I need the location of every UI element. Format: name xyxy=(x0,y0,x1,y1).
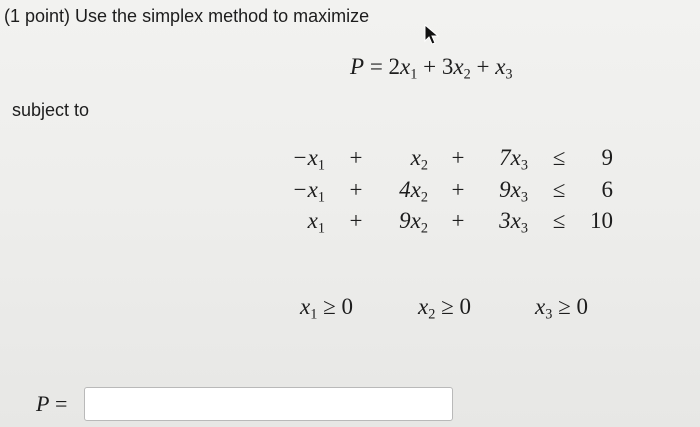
objective-variable-p: P xyxy=(350,54,365,79)
constraint-3-relation: ≤ xyxy=(552,208,566,233)
objective-plus-1: + xyxy=(423,54,437,79)
constraint-1-term-3: $7x_3$ xyxy=(499,145,528,174)
nonneg-constraint-3: $x_3 \ge 0$ xyxy=(535,294,588,323)
constraint-2-term-3: $9x_3$ xyxy=(499,177,528,206)
constraint-1-operator-2: + xyxy=(451,145,465,170)
constraint-1-relation: ≤ xyxy=(552,145,566,170)
constraint-2-operator-1: + xyxy=(349,177,363,202)
objective-coefficient-1: 2 xyxy=(388,54,401,79)
constraint-1-term-1: $-x_1$ xyxy=(292,145,325,174)
constraint-3-rhs: 10 xyxy=(590,208,613,233)
constraint-3-operator-1: + xyxy=(349,208,363,233)
objective-plus-2: + xyxy=(476,54,490,79)
subject-to-label: subject to xyxy=(12,100,90,120)
constraint-2-relation: ≤ xyxy=(552,177,566,202)
objective-function: $P = 2x_1 + 3x_2 + x_3$ xyxy=(350,54,513,83)
nonneg-constraint-2: $x_2 \ge 0$ xyxy=(418,294,471,323)
constraint-3-operator-2: + xyxy=(451,208,465,233)
constraint-2-rhs: 6 xyxy=(601,177,613,202)
constraint-1-term-2: $x_2$ xyxy=(410,145,428,174)
objective-equals: = xyxy=(369,54,383,79)
question-prompt: (1 point) Use the simplex method to maximize xyxy=(4,6,370,26)
constraint-2-term-2: $4x_2$ xyxy=(399,177,428,206)
answer-label: P = xyxy=(36,391,68,416)
answer-input[interactable] xyxy=(84,387,453,421)
mouse-pointer-icon xyxy=(423,24,441,46)
constraint-2-term-1: $-x_1$ xyxy=(292,177,325,206)
constraint-3-term-1: $x_1$ xyxy=(307,208,325,237)
constraint-1-rhs: 9 xyxy=(601,145,613,170)
constraint-3-term-3: $3x_3$ xyxy=(499,208,528,237)
constraint-1-operator-1: + xyxy=(349,145,363,170)
nonneg-constraint-1: $x_1 \ge 0$ xyxy=(300,294,353,323)
objective-coefficient-2: 3 xyxy=(441,54,454,79)
constraint-2-operator-2: + xyxy=(451,177,465,202)
constraint-3-term-2: $9x_2$ xyxy=(399,208,428,237)
